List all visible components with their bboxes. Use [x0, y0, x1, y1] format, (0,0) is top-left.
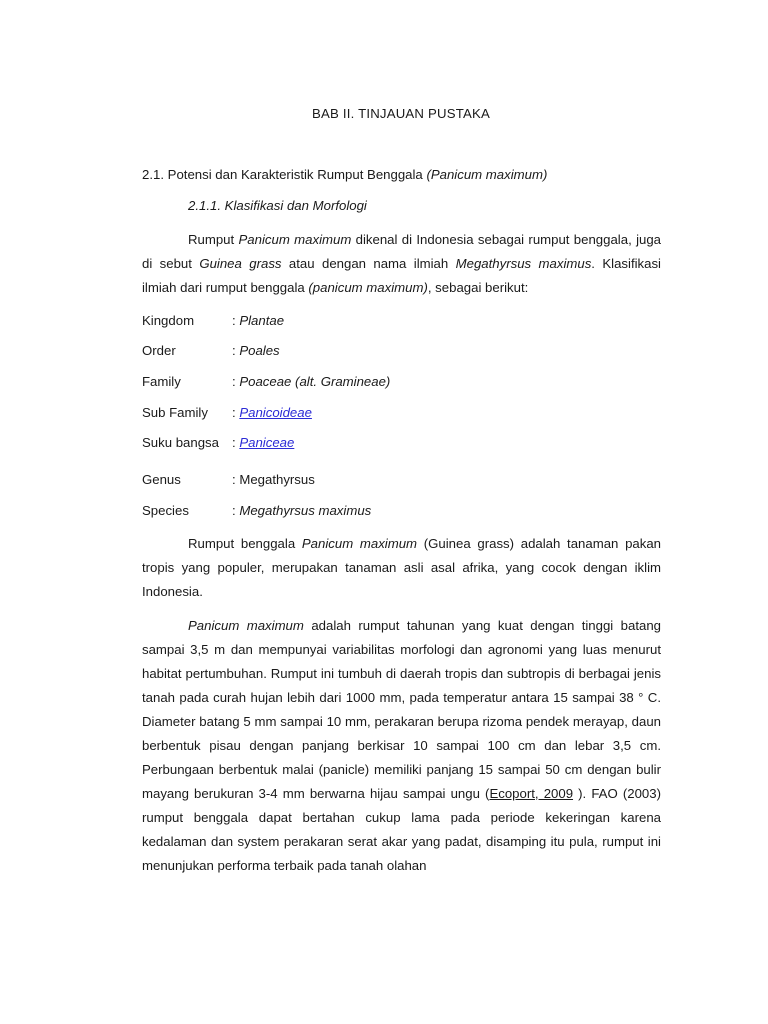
latin-name: Panicum maximum	[301, 536, 418, 551]
taxonomy-value: : Plantae	[232, 313, 285, 328]
text-run: atau dengan nama ilmiah	[281, 256, 456, 271]
taxonomy-value-text: Poales	[239, 343, 280, 358]
paragraph-description	[142, 532, 661, 604]
taxonomy-label: Kingdom	[142, 313, 195, 328]
taxonomy-value-text: Plantae	[239, 313, 285, 328]
section-heading	[142, 167, 547, 182]
taxonomy-row-kingdom	[142, 313, 662, 331]
taxonomy-label: Sub Family	[142, 405, 208, 420]
taxonomy-row-species	[142, 503, 662, 521]
taxonomy-label: Family	[142, 374, 181, 389]
taxonomy-label: Species	[142, 503, 189, 518]
taxonomy-label: Suku bangsa	[142, 435, 219, 450]
text-run: dikenal di Indonesia sebagai rumput benggala, juga di sebut	[142, 232, 662, 271]
taxonomy-label: Order	[142, 343, 176, 358]
subsection-heading: 2.1.1. Klasifikasi dan Morfologi	[188, 198, 367, 213]
text-run: Rumput	[188, 232, 239, 247]
latin-name: Panicum maximum	[238, 232, 352, 247]
taxonomy-row-genus	[142, 472, 662, 490]
text-run: , sebagai berikut:	[427, 280, 529, 295]
common-name: Guinea grass	[199, 256, 282, 271]
paragraph-intro	[142, 228, 661, 300]
ecoport-reference-link[interactable]: Ecoport, 2009	[489, 786, 574, 801]
taxonomy-value: : Poales	[232, 343, 280, 358]
latin-name: Megathyrsus maximus	[455, 256, 592, 271]
latin-name: (panicum maximum)	[308, 280, 428, 295]
latin-name: Panicum maximum	[188, 618, 304, 633]
text-run: adalah rumput tahunan yang kuat dengan tinggi batang sampai 3,5 m dan mempunyai variabilitas morfologi dan agronomi yang luas menurut habitat pertumbuhan. Rumput ini tumbuh di daerah tropis dan subtropis di berbagai jenis tanah pada curah hujan lebih dari 1000 mm, pada temperatur antara 15 sampai 38 ° C. Diameter batang 5 mm sampai 10 mm, perakaran berupa rizoma pendek merayap, daun berbentuk pisau dengan panjang berkisar 10 sampai 100 cm dan lebar 3,5 cm. Perbungaan berbentuk malai (panicle) memiliki panjang 15 sampai 50 cm dengan bulir mayang berukuran 3-4 mm berwarna hijau sampai ungu (	[142, 618, 662, 801]
taxonomy-value: : Megathyrsus maximus	[232, 503, 372, 518]
taxonomy-value: : Paniceae	[232, 435, 295, 450]
text-run: Rumput benggala	[188, 536, 302, 551]
text-run: (Guinea grass) adalah tanaman pakan tropis yang populer, merupakan tanaman asli asal afrika, yang cocok dengan iklim Indonesia.	[142, 536, 661, 599]
text-run: . Klasifikasi ilmiah dari rumput benggala	[142, 256, 661, 295]
taxonomy-value-text: Poaceae (alt. Gramineae)	[239, 374, 391, 389]
taxonomy-value: : Megathyrsus	[232, 472, 315, 487]
text-run: ). FAO (2003) rumput benggala dapat bertahan cukup lama pada periode kekeringan karena kedalaman dan system perakaran serat akar yang padat, disamping itu pula, rumput ini menunjukan performa terbaik pada tanah olahan	[142, 786, 661, 873]
taxonomy-value: : Poaceae (alt. Gramineae)	[232, 374, 391, 389]
chapter-title: BAB II. TINJAUAN PUSTAKA	[312, 106, 490, 121]
section-heading-latin: (Panicum maximum)	[426, 167, 548, 182]
section-heading-text: 2.1. Potensi dan Karakteristik Rumput Benggala	[142, 167, 427, 182]
taxonomy-value: : Panicoideae	[232, 405, 312, 420]
taxonomy-row-family	[142, 374, 662, 392]
taxonomy-value-text: Megathyrsus	[239, 472, 315, 487]
taxonomy-row-order	[142, 343, 662, 361]
paragraph-morphology	[142, 614, 661, 878]
taxonomy-value-text: Megathyrsus maximus	[239, 503, 372, 518]
panicoideae-link[interactable]: Panicoideae	[239, 405, 312, 420]
taxonomy-row-sub-family	[142, 405, 662, 423]
taxonomy-label: Genus	[142, 472, 181, 487]
taxonomy-row-suku-bangsa	[142, 435, 662, 453]
paniceae-link[interactable]: Paniceae	[239, 435, 295, 450]
